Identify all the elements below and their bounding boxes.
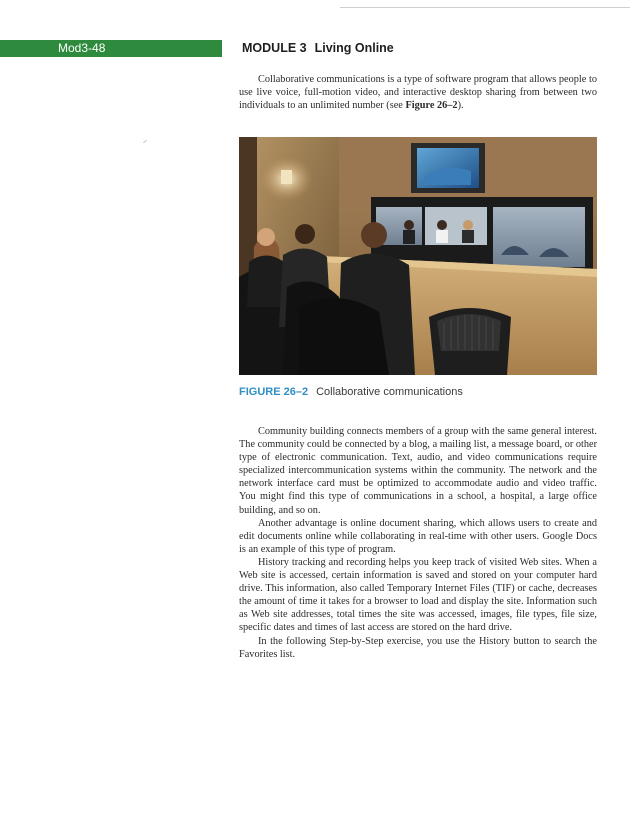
scan-mark bbox=[143, 140, 147, 143]
page-number: Mod3-48 bbox=[58, 41, 106, 55]
figure-reference: Figure 26–2 bbox=[405, 100, 458, 112]
body-paragraph: In the following Step-by-Step exercise, you use the History button to search the Favorites list. bbox=[239, 635, 597, 660]
figure-photo bbox=[239, 137, 597, 375]
module-number: MODULE 3 bbox=[242, 41, 307, 55]
body-paragraph: History tracking and recording helps you keep track of visited Web sites. When a Web site is accessed, certain information is saved and stored on your computer hard drive. This information, also called Temporary Internet Files (TIF) or cache, decreases the amount of time it takes for a browser to load and display the site. Information such as Web site addresses, total times the site was accessed, images, file types, file size, specific dates and times of last access are stored on the hard drive. bbox=[239, 556, 597, 634]
module-heading bbox=[242, 40, 394, 57]
body-paragraph: Community building connects members of a group with the same general interest. The community could be connected by a blog, a mailing list, a message board, or other type of electronic communication. Text, audio, and video communications require specialized intercommunication systems within the community. The network and the network interface card must be optimized to accommodate audio and video traffic. You might find this type of communications in a school, a hospital, a large office building, and so on. bbox=[239, 426, 598, 516]
intro-text: Collaborative communications is a type of software program that allows people to use live voice, full-motion video, and interactive desktop sharing from between two individuals to an unlimited number (see bbox=[239, 74, 597, 112]
body-paragraph: Another advantage is online document sharing, which allows users to create and edit documents online while collaborating in real-time with other users. Google Docs is an example of this type of program. bbox=[239, 517, 597, 555]
videoconference-photo bbox=[239, 137, 597, 375]
figure-caption-text: Collaborative communications bbox=[316, 386, 463, 398]
page-number-tab bbox=[0, 40, 222, 57]
top-rule bbox=[340, 7, 630, 8]
figure-caption bbox=[239, 386, 463, 398]
intro-paragraph bbox=[239, 73, 597, 112]
body-text bbox=[239, 425, 597, 661]
module-title: Living Online bbox=[314, 41, 394, 55]
intro-text-end: ). bbox=[457, 100, 464, 112]
figure-label: FIGURE 26–2 bbox=[239, 386, 309, 398]
